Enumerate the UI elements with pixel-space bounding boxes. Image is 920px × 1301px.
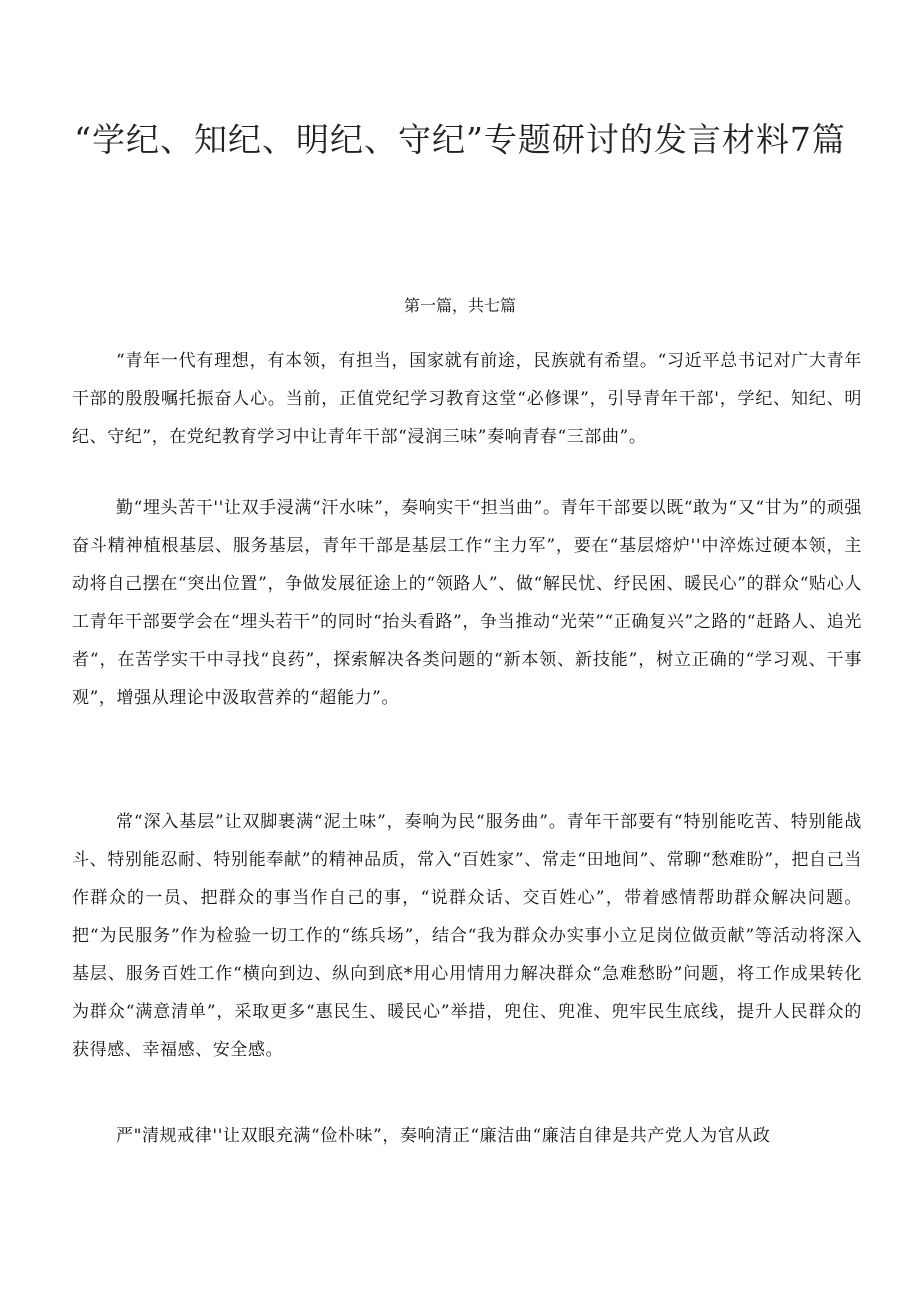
- paragraph-1: “青年一代有理想，有本领，有担当，国家就有前途，民族就有希望。“习近平总书记对广大青年干部的殷殷嘱托振奋人心。当前，正值党纪学习教育这堂“必修课”，引导青年干部'，学纪、知纪、明纪、守纪”，在党纪教育学习中让青年干部“浸润三味”奏响青春“三部曲”。: [72, 351, 862, 447]
- document-subtitle: 第一篇，共七篇: [403, 296, 516, 315]
- document-title: “学纪、知纪、明纪、守纪”专题研讨的发言材料7篇: [74, 120, 846, 159]
- paragraph-3: 常“深入基层”让双脚裹满“泥土味”，奏响为民“服务曲”。青年干部要有“特别能吃苦、特别能战斗、特别能忍耐、特别能奉献”的精神品质，常入“百姓家”、常走“田地间”、常聊“愁难盼”，把自己当作群众的一员、把群众的事当作自己的事，“说群众话、交百姓心”，带着感情帮助群众解决问题。把“为民服务”作为检验一切工作的“练兵场”，结合“我为群众办实事小立足岗位做贡献”等活动将深入基层、服务百姓工作“横向到边、纵向到底*用心用情用力解决群众“急难愁盼”问题，将工作成果转化为群众“满意清单”，采取更多“惠民生、暖民心”举措，兜住、兜准、兜牢民生底线，提升人民群众的获得感、幸福感、安全感。: [72, 812, 862, 1060]
- paragraph-4: 严"清规戒律''让双眼充满“俭朴味”，奏响清正“廉洁曲“廉洁自律是共产党人为官从政: [116, 1126, 771, 1146]
- paragraph-2: 勤“埋头苦干''让双手浸满“汗水味”，奏响实干“担当曲”。青年干部要以既“敢为“又“甘为”的顽强奋斗精神植根基层、服务基层，青年干部是基层工作“主力军”，要在“基层熔炉''中淬炼过硬本领，主动将自己摆在“突出位置”，争做发展征途上的“领路人”、做“解民忧、纾民困、暖民心”的群众“贴心人工青年干部要学会在“埋头若干”的同时“抬头看路”，争当推动“光荣”“正确复兴”之路的“赶路人、追光者“，在苦学实干中寻找“良药”，探索解决各类问题的“新本领、新技能”，树立正确的“学习观、干事观”，增强从理论中汲取营养的“超能力”。: [72, 498, 862, 708]
